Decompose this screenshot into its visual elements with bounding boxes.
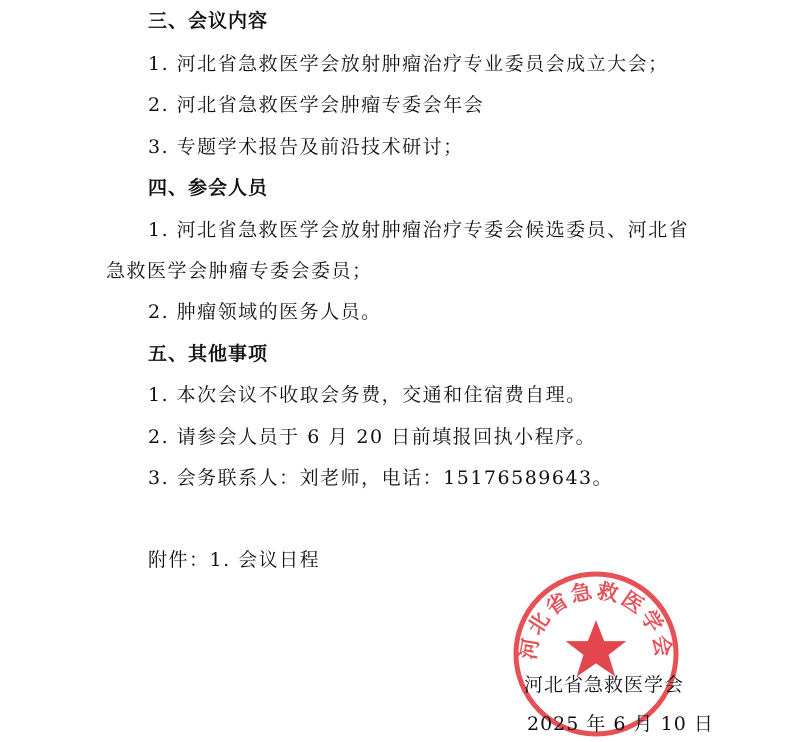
list-item: 3. 会务联系人：刘老师，电话：15176589643。 — [148, 467, 614, 489]
list-item: 1. 河北省急救医学会放射肿瘤治疗专业委员会成立大会； — [148, 53, 669, 75]
list-item: 1. 河北省急救医学会放射肿瘤治疗专委会候选委员、河北省 — [148, 219, 690, 241]
section-heading-meeting-content: 三、会议内容 — [148, 10, 269, 32]
list-item: 2. 河北省急救医学会肿瘤专委会年会 — [148, 94, 485, 116]
attachment-line: 附件：1. 会议日程 — [148, 549, 321, 571]
signature-date: 2025 年 6 月 10 日 — [527, 713, 714, 735]
section-heading-other-matters: 五、其他事项 — [148, 343, 269, 365]
star-icon — [566, 620, 627, 677]
list-item: 3. 专题学术报告及前沿技术研讨； — [148, 136, 464, 158]
list-item-continuation: 急救医学会肿瘤专委会委员； — [106, 260, 373, 282]
list-item: 1. 本次会议不收取会务费，交通和住宿费自理。 — [148, 384, 587, 406]
list-item: 2. 肿瘤领域的医务人员。 — [148, 301, 382, 323]
list-item: 2. 请参会人员于 6 月 20 日前填报回执小程序。 — [148, 426, 597, 448]
section-heading-attendees: 四、参会人员 — [148, 177, 269, 199]
signature-organization: 河北省急救医学会 — [524, 674, 685, 696]
seal-text: 河北省急救医学会 — [516, 578, 676, 662]
